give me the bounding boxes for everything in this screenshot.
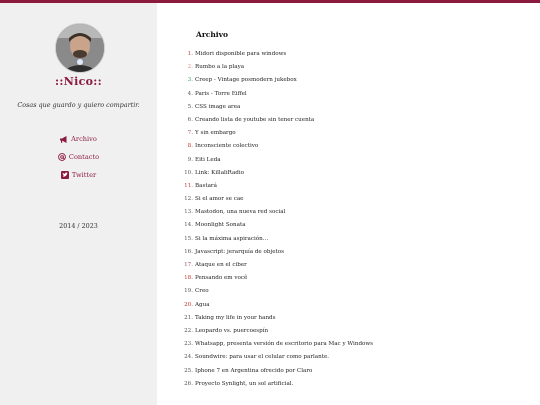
list-item-number: 20. — [184, 301, 193, 308]
post-link[interactable]: Paris - Torre Eiffel — [195, 90, 247, 97]
list-item — [181, 127, 531, 140]
post-link[interactable]: Ataque en el ciber — [195, 262, 247, 268]
post-link[interactable]: Soundwire: para usar el celular como parlante. — [195, 354, 330, 361]
post-link[interactable]: Taking my life in your hands — [195, 314, 276, 321]
list-item — [181, 114, 531, 127]
list-item — [181, 140, 531, 153]
list-item-number: 1. — [187, 51, 193, 57]
site-title[interactable]: ::Nico:: — [55, 75, 102, 88]
post-link[interactable]: Si la máxima aspiración… — [195, 235, 269, 242]
list-item — [181, 312, 531, 325]
list-item-number: 9. — [187, 156, 193, 163]
sidebar — [0, 3, 157, 405]
list-item — [181, 88, 531, 101]
list-item — [181, 233, 531, 246]
nav-label-archivo: Archivo — [71, 135, 97, 143]
post-link[interactable]: Javascript: jerarquía de objetos — [195, 248, 284, 255]
post-link[interactable]: Creo — [195, 288, 209, 295]
list-item — [181, 246, 531, 259]
post-link[interactable]: Eiti Leda — [195, 156, 221, 163]
list-item — [181, 378, 531, 391]
post-link[interactable]: Mastodon, una nueva red social — [195, 209, 286, 216]
nav-item-archivo[interactable] — [0, 130, 157, 148]
page-title: Archivo — [196, 30, 228, 39]
list-item-number: 7. — [187, 130, 193, 137]
list-item-number: 8. — [187, 143, 193, 150]
list-item — [181, 365, 531, 378]
list-item — [181, 259, 531, 272]
list-item-number: 24. — [184, 354, 193, 361]
list-item-number: 6. — [187, 116, 193, 123]
post-link[interactable]: Agua — [195, 301, 210, 308]
list-item — [181, 219, 531, 232]
post-link[interactable]: Whatsapp, presenta versión de escritorio para Mac y Windows — [195, 341, 374, 348]
profile-photo — [56, 24, 104, 72]
post-link[interactable]: Creando lista de youtube sin tener cuenta — [195, 116, 315, 123]
archive-list — [181, 48, 531, 391]
post-link[interactable]: Bastará — [195, 182, 217, 189]
post-link[interactable]: Leopardo vs. puercoespín — [195, 327, 269, 334]
list-item-number: 4. — [187, 90, 193, 97]
list-item — [181, 48, 531, 61]
nav-item-twitter[interactable] — [0, 166, 157, 184]
list-item-number: 3. — [187, 77, 193, 84]
list-item — [181, 299, 531, 312]
list-item — [181, 325, 531, 338]
list-item — [181, 206, 531, 219]
list-item-number: 11. — [184, 182, 193, 189]
list-item-number: 22. — [184, 327, 193, 334]
list-item — [181, 272, 531, 285]
list-item — [181, 167, 531, 180]
post-link[interactable]: Inconsciente colectivo — [195, 143, 259, 150]
list-item — [181, 180, 531, 193]
post-link[interactable]: Creep - Vintage posmodern jukebox — [195, 77, 297, 84]
list-item — [181, 101, 531, 114]
nav-label-twitter: Twitter — [71, 171, 97, 179]
list-item-number: 17. — [184, 262, 193, 268]
post-link[interactable]: Si el amor se cae — [195, 196, 244, 203]
list-item-number: 14. — [184, 222, 193, 229]
post-link[interactable]: Midori disponible para windows — [195, 51, 287, 57]
list-item-number: 10. — [184, 169, 193, 176]
bullhorn-icon — [60, 136, 68, 143]
post-link[interactable]: CSS image area — [195, 103, 241, 110]
nav-label-contacto: Contacto — [68, 153, 100, 161]
list-item — [181, 338, 531, 351]
list-item-number: 12. — [184, 196, 193, 203]
tagline: Cosas que guardo y quiero compartir. — [17, 101, 140, 109]
at-icon — [58, 153, 66, 161]
list-item-number: 23. — [184, 341, 193, 348]
list-item — [181, 61, 531, 74]
list-item — [181, 74, 531, 87]
main-content — [181, 30, 531, 391]
list-item — [181, 154, 531, 167]
post-link[interactable]: Rumbo a la playa — [195, 64, 245, 71]
post-link[interactable]: Y sin embargo — [195, 130, 236, 137]
copyright-years: 2014 / 2023 — [59, 222, 98, 230]
list-item-number: 26. — [184, 380, 193, 387]
post-link[interactable]: Pensando em você — [195, 275, 248, 282]
post-link[interactable]: Moonlight Sonata — [195, 222, 246, 229]
twitter-icon — [61, 171, 69, 179]
post-link[interactable]: Link: KillaliRadio — [195, 169, 245, 176]
list-item — [181, 285, 531, 298]
list-item-number: 2. — [187, 64, 193, 71]
list-item-number: 19. — [184, 288, 193, 295]
post-link[interactable]: Iphone 7 en Argentina ofrecido por Claro — [195, 367, 313, 374]
sidebar-nav — [0, 130, 157, 184]
post-link[interactable]: Proyecto Synlight, un sol artificial. — [195, 380, 294, 387]
list-item-number: 13. — [184, 209, 193, 216]
nav-item-contacto[interactable] — [0, 148, 157, 166]
list-item-number: 25. — [184, 367, 193, 374]
list-item — [181, 193, 531, 206]
avatar[interactable] — [55, 23, 105, 73]
list-item-number: 16. — [184, 248, 193, 255]
list-item — [181, 351, 531, 364]
list-item-number: 21. — [184, 314, 193, 321]
list-item-number: 15. — [184, 235, 193, 242]
list-item-number: 5. — [187, 103, 193, 110]
list-item-number: 18. — [184, 275, 193, 282]
